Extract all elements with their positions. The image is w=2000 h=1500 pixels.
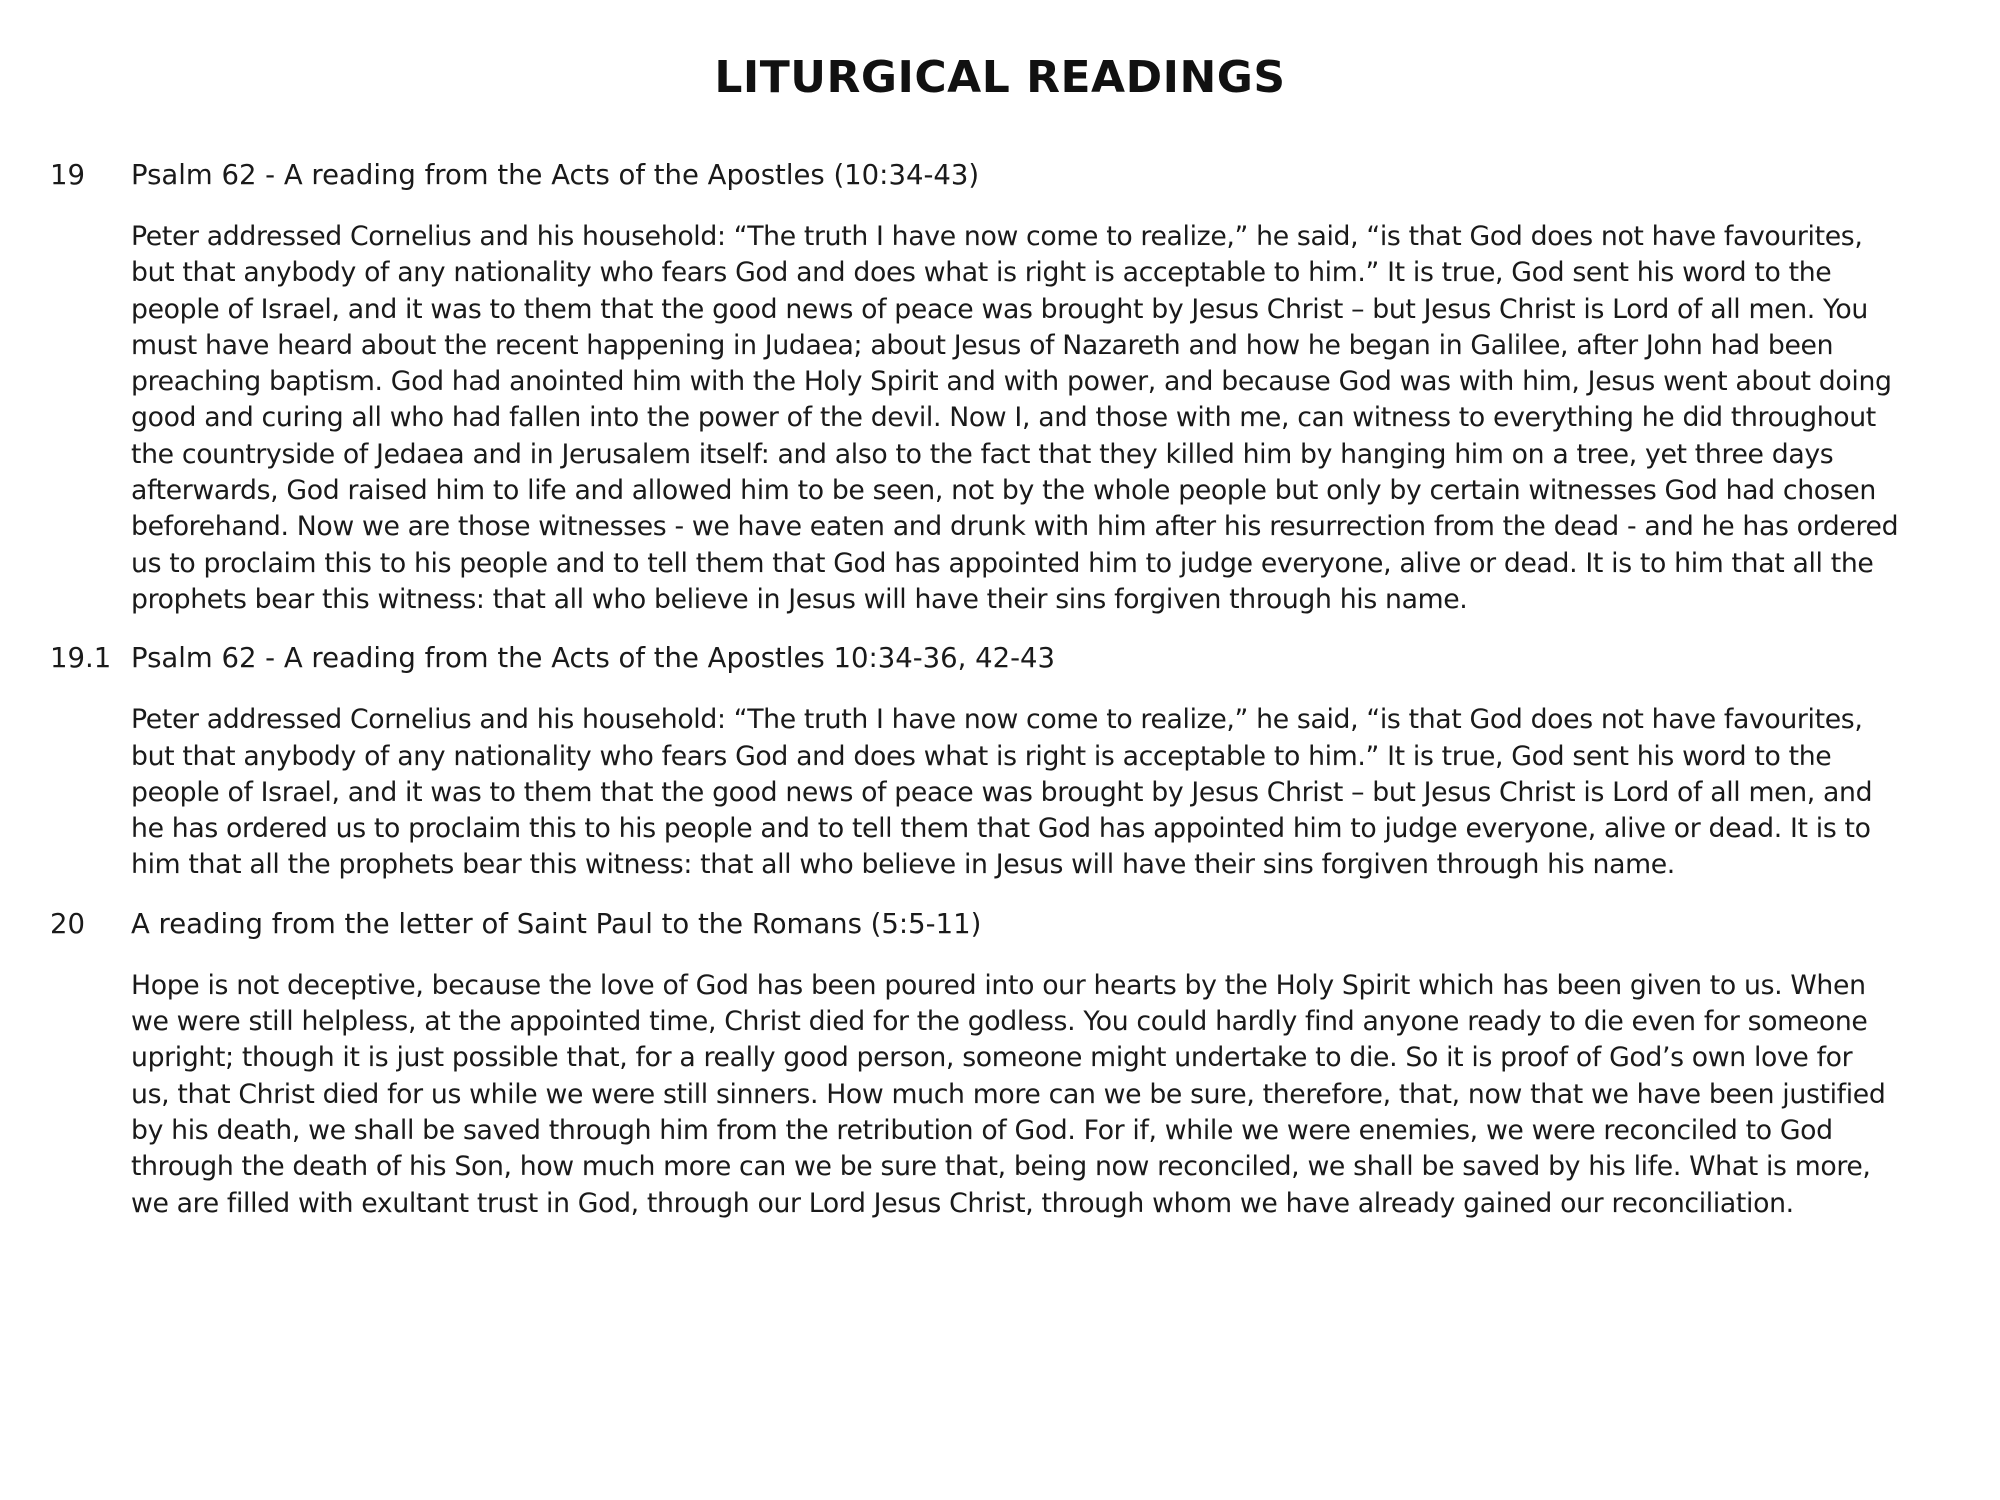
text-line: prophets bear this witness: that all who believe in Jesus will have their sins forgiven through his name. <box>131 583 1468 615</box>
text-line: he has ordered us to proclaim this to his people and to tell them that God has appointed him to judge everyone, alive or dead. It is to <box>131 813 1871 845</box>
text-line: afterwards, God raised him to life and allowed him to be seen, not by the whole people but only by certain witnesses God had chosen <box>131 475 1876 507</box>
text-line: upright; though it is just possible that, for a really good person, someone might undertake to die. So it is proof of God’s own love for <box>131 1042 1853 1074</box>
reading-heading <box>50 906 1985 942</box>
text-line: Peter addressed Cornelius and his household: “The truth I have now come to realize,” he said, “is that God does not have favourites, <box>131 704 1863 736</box>
text-line: good and curing all who had fallen into the power of the devil. Now I, and those with me, can witness to everything he did throughout <box>131 402 1876 434</box>
reading-text <box>131 219 2000 618</box>
reading-number: 20 <box>50 907 85 940</box>
reading-heading <box>50 157 1985 193</box>
reading-heading <box>50 640 1985 676</box>
text-line: us to proclaim this to his people and to tell them that God has appointed him to judge everyone, alive or dead. It is to him that all the <box>131 547 1874 579</box>
reading-number: 19 <box>50 159 85 191</box>
reading-reference: A reading from the letter of Saint Paul to the Romans (5:5-11) <box>131 907 982 940</box>
reading-20 <box>50 906 1985 1222</box>
reading-reference: Psalm 62 - A reading from the Acts of the Apostles (10:34-43) <box>131 159 980 191</box>
text-line: the countryside of Jedaea and in Jerusalem itself: and also to the fact that they killed him by hanging him on a tree, yet three days <box>131 438 1834 470</box>
text-line: us, that Christ died for us while we were still sinners. How much more can we be sure, therefore, that, now that we have been justified <box>131 1078 1886 1110</box>
reading-text <box>131 702 2000 883</box>
text-line: we were still helpless, at the appointed time, Christ died for the godless. You could hardly find anyone ready to die even for someone <box>131 1006 1868 1038</box>
reading-19-1 <box>50 640 1985 883</box>
text-line: must have heard about the recent happening in Judaea; about Jesus of Nazareth and how he began in Galilee, after John had been <box>131 329 1834 361</box>
text-line: preaching baptism. God had anointed him with the Holy Spirit and with power, and because God was with him, Jesus went about doing <box>131 366 1892 398</box>
text-line: we are filled with exultant trust in God, through our Lord Jesus Christ, through whom we have already gained our reconciliation. <box>131 1187 1794 1219</box>
reading-reference: Psalm 62 - A reading from the Acts of the Apostles 10:34-36, 42-43 <box>131 642 1056 675</box>
text-line: Hope is not deceptive, because the love of God has been poured into our hearts by the Holy Spirit which has been given to us. When <box>131 969 1866 1001</box>
text-line: but that anybody of any nationality who fears God and does what is right is acceptable to him.” It is true, God sent his word to the <box>131 740 1832 772</box>
text-line: people of Israel, and it was to them that the good news of peace was brought by Jesus Christ – but Jesus Christ is Lord of all men, and <box>131 776 1873 808</box>
text-line: him that all the prophets bear this witness: that all who believe in Jesus will have their sins forgiven through his name. <box>131 849 1675 881</box>
reading-19 <box>50 157 1985 618</box>
text-line: by his death, we shall be saved through him from the retribution of God. For if, while we were enemies, we were reconciled to God <box>131 1114 1833 1146</box>
readings-list <box>50 157 1985 1244</box>
text-line: people of Israel, and it was to them that the good news of peace was brought by Jesus Christ – but Jesus Christ is Lord of all men. You <box>131 293 1868 325</box>
page-title: LITURGICAL READINGS <box>714 52 1286 103</box>
text-line: Peter addressed Cornelius and his household: “The truth I have now come to realize,” he said, “is that God does not have favourites, <box>131 221 1863 252</box>
reading-number: 19.1 <box>50 642 112 675</box>
text-line: but that anybody of any nationality who fears God and does what is right is acceptable to him.” It is true, God sent his word to the <box>131 257 1832 289</box>
text-line: beforehand. Now we are those witnesses - we have eaten and drunk with him after his resurrection from the dead - and he has ordered <box>131 511 1899 543</box>
reading-text <box>131 968 2000 1222</box>
text-line: through the death of his Son, how much more can we be sure that, being now reconciled, we shall be saved by his life. What is more, <box>131 1151 1871 1183</box>
